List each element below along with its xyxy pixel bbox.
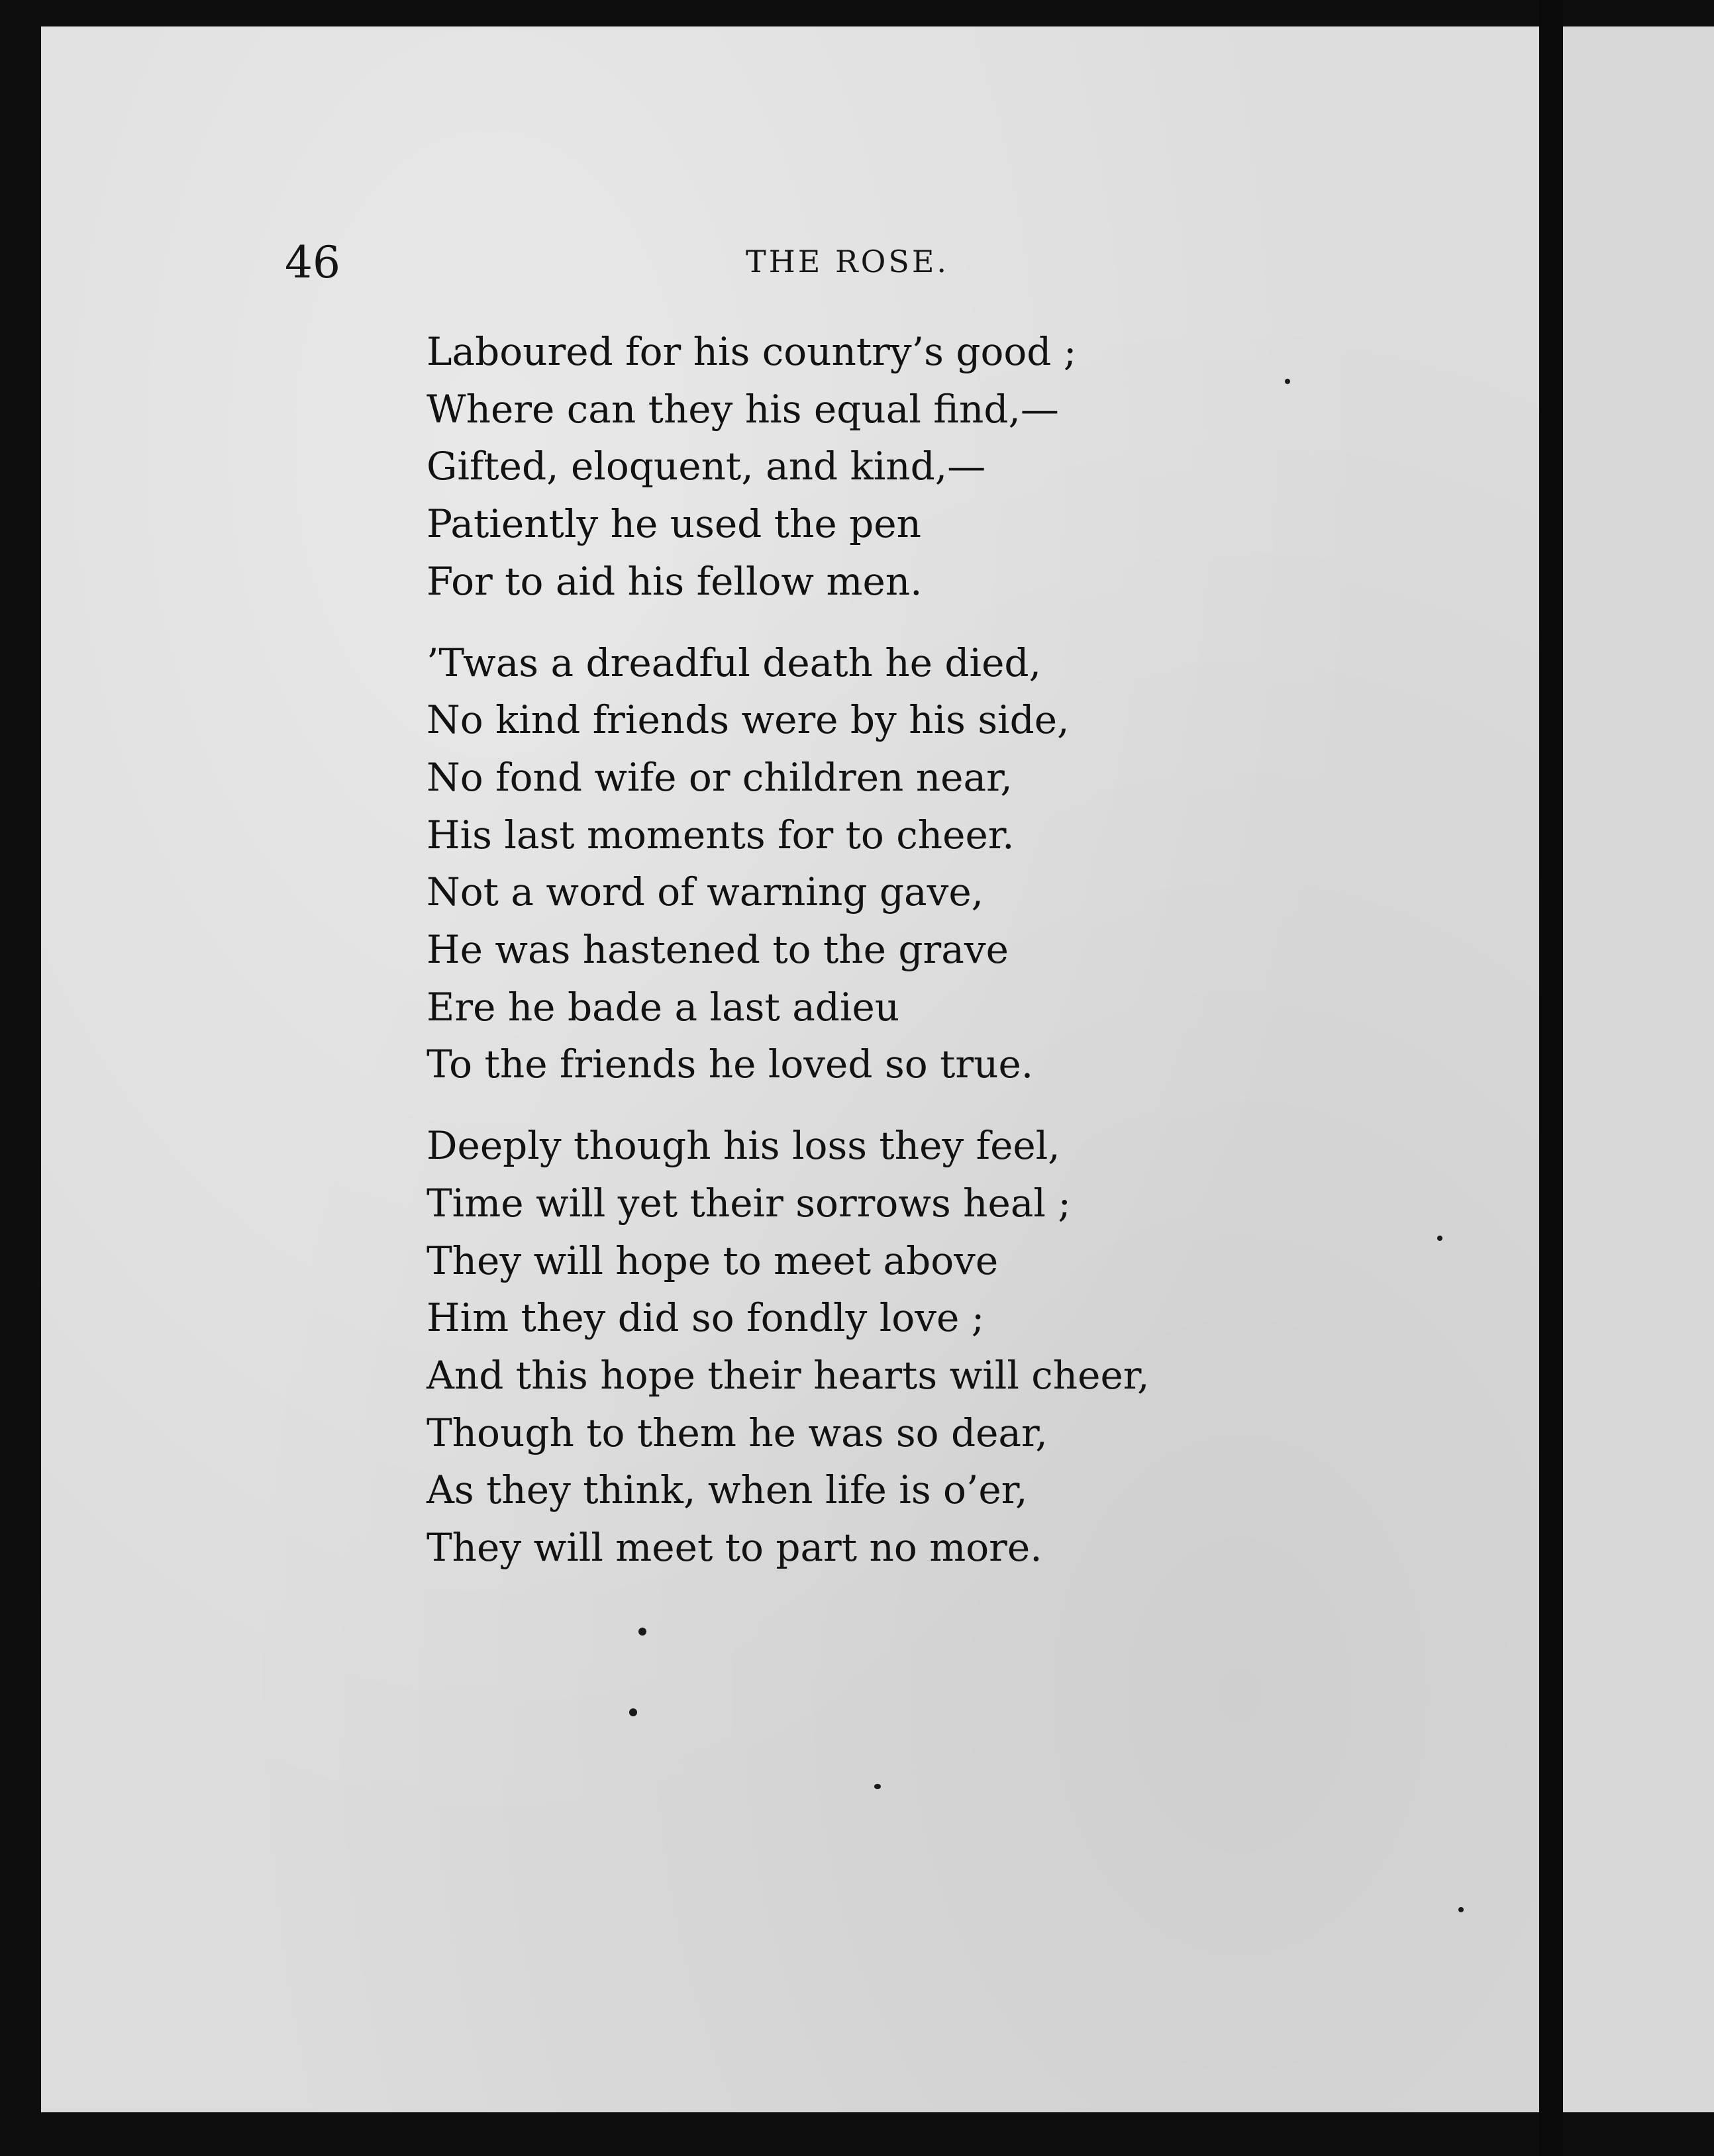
poem-line: Laboured for his country’s good ;: [427, 329, 1077, 374]
poem-line: They will hope to meet above: [427, 1238, 999, 1283]
facing-page-edge: [1563, 26, 1714, 2112]
scan-speck: [1458, 1907, 1464, 1912]
poem-line: Time will yet their sorrows heal ;: [427, 1180, 1071, 1226]
poem-line: He was hastened to the grave: [427, 927, 1009, 973]
running-head: THE ROSE.: [746, 244, 950, 279]
poem-line: As they think, when life is o’er,: [427, 1467, 1028, 1513]
poem-line: They will meet to part no more.: [427, 1525, 1042, 1571]
book-gutter: [1539, 0, 1563, 2156]
poem-line: Ere he bade a last adieu: [427, 984, 900, 1030]
scan-speck: [1437, 1236, 1442, 1241]
poem-line: For to aid his fellow men.: [427, 558, 923, 604]
poem-line: No kind friends were by his side,: [427, 697, 1070, 743]
poem-line: No fond wife or children near,: [427, 754, 1013, 800]
poem-line: Gifted, eloquent, and kind,—: [427, 444, 986, 489]
poem-line: Him they did so fondly love ;: [427, 1295, 985, 1341]
poem-line: Deeply though his loss they feel,: [427, 1123, 1060, 1169]
poem-line: Not a word of warning gave,: [427, 869, 984, 915]
poem-line: His last moments for to cheer.: [427, 812, 1015, 858]
scan-speck: [638, 1628, 646, 1636]
poem-body: [427, 323, 1287, 1600]
scan-speck: [629, 1708, 637, 1716]
page-number: 46: [285, 237, 340, 288]
stanza-3: [427, 1117, 1287, 1577]
poem-line: ’Twas a dreadful death he died,: [427, 640, 1041, 685]
book-page: [41, 26, 1539, 2112]
stanza-2: [427, 634, 1287, 1094]
scan-speck: [1285, 379, 1290, 384]
poem-line: Patiently he used the pen: [427, 501, 921, 547]
stanza-1: [427, 323, 1287, 611]
poem-line: Though to them he was so dear,: [427, 1410, 1048, 1455]
scan-speck: [874, 1784, 881, 1789]
poem-line: Where can they his equal find,—: [427, 386, 1059, 432]
poem-line: And this hope their hearts will cheer,: [427, 1352, 1150, 1398]
poem-line: To the friends he loved so true.: [427, 1042, 1034, 1087]
